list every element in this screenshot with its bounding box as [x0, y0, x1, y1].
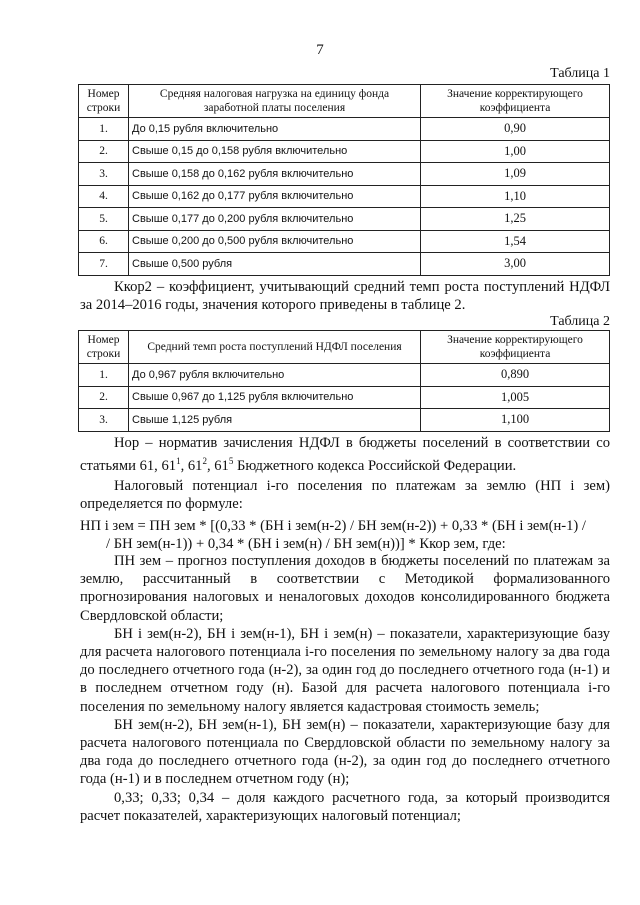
row-description: До 0,967 рубля включительно: [129, 364, 421, 387]
row-description: До 0,15 рубля включительно: [129, 118, 421, 141]
nor-text-part: , 61: [206, 458, 229, 475]
kkor2-paragraph: [80, 278, 610, 314]
bn-i-definition: БН i зем(н-2), БН i зем(н-1), БН i зем(н) – показатели, характеризующие базу для расчета налогового потенциала i-го поселения по земельному налогу за два года до последнего отчетного года (н-2), за один год до последнего отчетного года (н-1) и в последнем отчетном году (н). Базой для расчета налогового потенциала i-го поселения по земельному налогу является кадастровая стоимость земель;: [80, 625, 610, 715]
superscript: 2: [202, 456, 207, 467]
definitions: [80, 552, 610, 825]
potential-intro: Налоговый потенциал i-го поселения по платежам за землю (НП i зем) определяется по формуле:: [80, 478, 610, 513]
table-row: [79, 118, 610, 141]
table-row: [79, 253, 610, 276]
pn-definition: ПН зем – прогноз поступления доходов в бюджеты поселений по платежам за землю, рассчитанный в соответствии с Методикой формализованного прогнозирования налоговых и неналоговых доходов консолидированного бюджета Свердловской области;: [80, 553, 610, 624]
row-number: 2.: [79, 140, 129, 163]
table2-header-val: Значение корректирующего коэффициента: [421, 331, 610, 364]
table-row: [79, 185, 610, 208]
row-value: 1,10: [421, 185, 610, 208]
row-value: 0,890: [421, 364, 610, 387]
table1-header-desc: Средняя налоговая нагрузка на единицу фонда заработной платы поселения: [129, 85, 421, 118]
row-number: 1.: [79, 364, 129, 387]
formula: [80, 517, 610, 553]
table1-header-row: [79, 85, 610, 118]
table1-header-num: Номер строки: [79, 85, 129, 118]
table-row: [79, 140, 610, 163]
row-number: 6.: [79, 230, 129, 253]
row-description: Свыше 0,967 до 1,125 рубля включительно: [129, 386, 421, 409]
kkor2-text: Ккор2 – коэффициент, учитывающий средний темп роста поступлений НДФЛ за 2014–2016 годы, значения которого приведены в таблице 2.: [80, 279, 610, 314]
row-value: 1,005: [421, 386, 610, 409]
nor-text-part: Бюджетного кодекса Российской Федерации.: [233, 458, 517, 475]
table-row: [79, 208, 610, 231]
formula-line-1: НП i зем = ПН зем * [(0,33 * (БН i зем(н-2) / БН зем(н-2)) + 0,33 * (БН i зем(н-1) /: [80, 518, 586, 534]
superscript: 5: [228, 456, 234, 467]
nor-text: [80, 434, 610, 475]
bn-definition: БН зем(н-2), БН зем(н-1), БН зем(н) – показатели, характеризующие базу для расчета налогового потенциала по Свердловской области по земельному налогу за два года до последнего отчетного года (н-2), за один год до последнего отчетного года (н-1) и в последнем отчетном году (н);: [80, 716, 610, 788]
table-row: [79, 230, 610, 253]
row-description: Свыше 1,125 рубля: [129, 409, 421, 432]
shares-definition: 0,33; 0,33; 0,34 – доля каждого расчетного года, за который производится расчет показателей, характеризующих налоговый потенциал;: [80, 789, 610, 824]
table-row: [79, 364, 610, 387]
row-value: 1,25: [421, 208, 610, 231]
formula-line-2: / БН зем(н-1)) + 0,34 * (БН i зем(н) / БН зем(н))] * Ккор зем, где:: [106, 536, 506, 553]
table2-caption: Таблица 2: [550, 314, 610, 329]
table1-header-val: Значение корректирующего коэффициента: [421, 85, 610, 118]
row-number: 5.: [79, 208, 129, 231]
table2-header-desc: Средний темп роста поступлений НДФЛ поселения: [129, 331, 421, 364]
row-number: 4.: [79, 185, 129, 208]
table-row: [79, 163, 610, 186]
table1: [78, 84, 610, 276]
nor-text-part: Нор – норматив зачисления НДФЛ в бюджеты поселений в соответствии со статьями 61, 61: [80, 435, 610, 475]
table2: [78, 330, 610, 432]
table1-caption: Таблица 1: [550, 66, 610, 81]
nor-text-part: , 61: [180, 458, 203, 475]
table2-header-row: [79, 331, 610, 364]
row-description: Свыше 0,177 до 0,200 рубля включительно: [129, 208, 421, 231]
row-description: Свыше 0,500 рубля: [129, 253, 421, 276]
row-number: 3.: [79, 163, 129, 186]
row-value: 0,90: [421, 118, 610, 141]
page-number: 7: [316, 42, 324, 58]
row-description: Свыше 0,15 до 0,158 рубля включительно: [129, 140, 421, 163]
nor-paragraph: [80, 434, 610, 514]
row-number: 3.: [79, 409, 129, 432]
row-number: 2.: [79, 386, 129, 409]
table-row: [79, 386, 610, 409]
row-description: Свыше 0,162 до 0,177 рубля включительно: [129, 185, 421, 208]
row-value: 3,00: [421, 253, 610, 276]
row-description: Свыше 0,158 до 0,162 рубля включительно: [129, 163, 421, 186]
table-row: [79, 409, 610, 432]
row-value: 1,00: [421, 140, 610, 163]
row-value: 1,09: [421, 163, 610, 186]
row-number: 1.: [79, 118, 129, 141]
superscript: 1: [176, 456, 181, 467]
row-number: 7.: [79, 253, 129, 276]
row-description: Свыше 0,200 до 0,500 рубля включительно: [129, 230, 421, 253]
row-value: 1,100: [421, 409, 610, 432]
row-value: 1,54: [421, 230, 610, 253]
table2-header-num: Номер строки: [79, 331, 129, 364]
